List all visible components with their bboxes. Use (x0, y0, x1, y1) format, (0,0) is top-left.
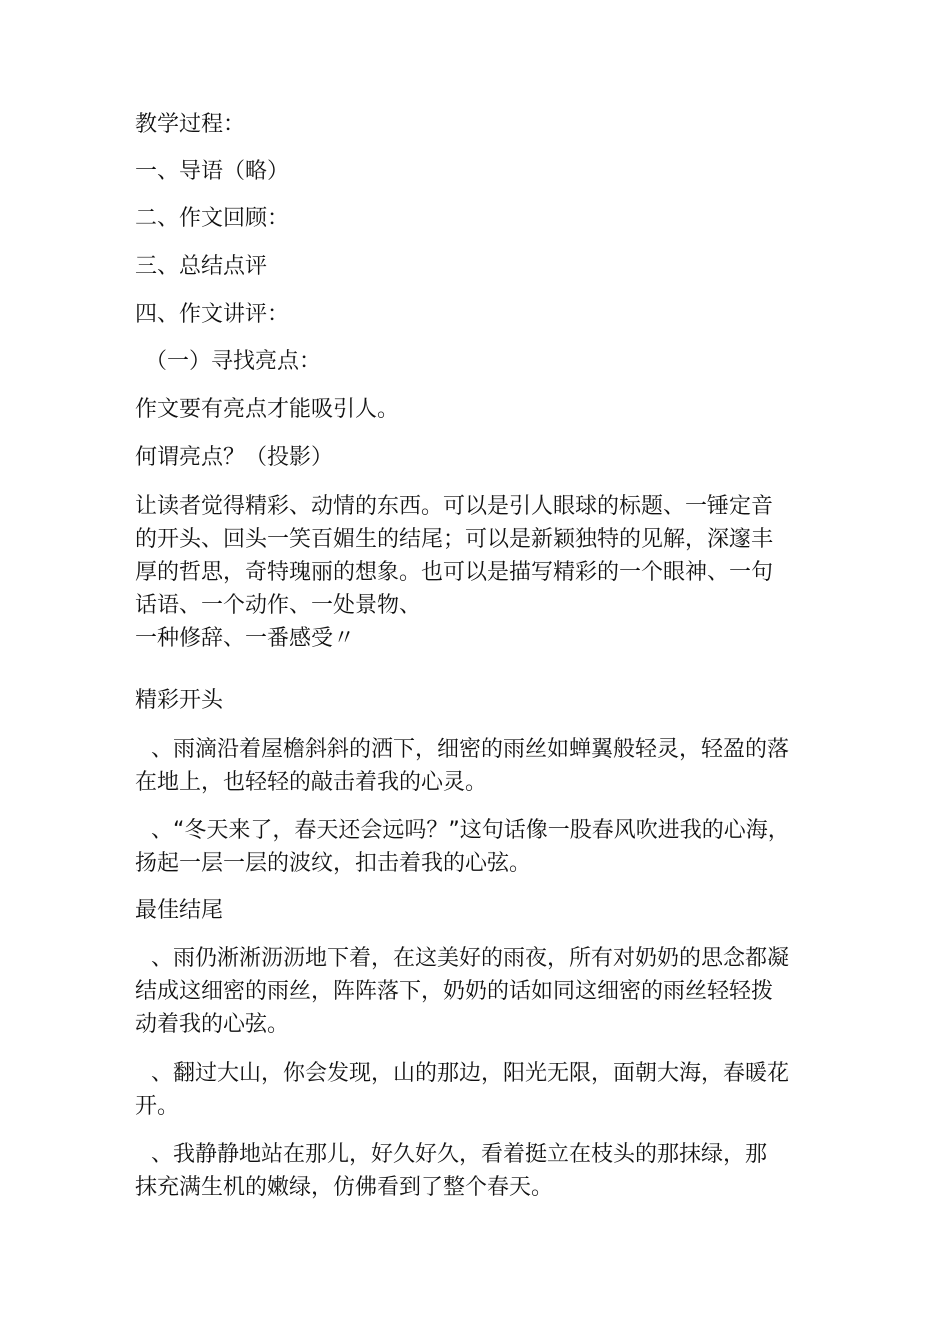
example-line: 结成这细密的雨丝，阵阵落下，奶奶的话如同这细密的雨丝轻轻拨 (135, 979, 774, 1004)
ending-example-1 (135, 942, 835, 1041)
intro-text: 作文要有亮点才能吸引人。 (135, 397, 400, 422)
example-line: 动着我的心弦。 (135, 1012, 290, 1037)
example-line: 扬起一层一层的波纹，扣击着我的心弦。 (135, 851, 532, 876)
definition-paragraph (135, 490, 835, 655)
definition-line: 厚的哲思，奇特瑰丽的想象。也可以是描写精彩的一个眼神、一句 (135, 560, 774, 585)
definition-line: 的开头、回头一笑百媚生的结尾；可以是新颖独特的见解，深邃丰 (135, 527, 774, 552)
example-line: 、雨滴沿着屋檐斜斜的洒下，细密的雨丝如蝉翼般轻灵，轻盈的落 (151, 737, 790, 762)
definition-line: 一种修辞、一番感受〃 (135, 626, 356, 651)
outline-item-1: 一、导语（略） (135, 159, 290, 184)
outline-item-2: 二、作文回顾： (135, 206, 290, 231)
ending-example-3 (135, 1138, 835, 1204)
example-line: 、雨仍淅淅沥沥地下着，在这美好的雨夜，所有对奶奶的思念都凝 (151, 946, 790, 971)
example-line: 开。 (135, 1094, 180, 1119)
ending-title: 最佳结尾 (135, 898, 224, 923)
outline-item-4: 四、作文讲评： (135, 302, 290, 327)
example-line: 、我静静地站在那儿，好久好久，看着挺立在枝头的那抹绿，那 (151, 1142, 768, 1167)
example-line: 抹充满生机的嫩绿，仿佛看到了整个春天。 (135, 1175, 554, 1200)
example-line: 在地上，也轻轻的敲击着我的心灵。 (135, 770, 488, 795)
outline-item-3: 三、总结点评 (135, 254, 268, 279)
question-text: 何谓亮点？（投影） (135, 445, 334, 470)
opening-example-2 (135, 814, 835, 880)
subsection-heading: （一）寻找亮点： (145, 349, 322, 374)
definition-line: 话语、一个动作、一处景物、 (135, 593, 422, 618)
ending-example-2 (135, 1057, 835, 1123)
opening-example-1 (135, 733, 835, 799)
definition-line: 让读者觉得精彩、动情的东西。可以是引人眼球的标题、一锤定音 (135, 494, 774, 519)
section-heading: 教学过程： (135, 112, 246, 137)
example-line: 、翻过大山，你会发现，山的那边，阳光无限，面朝大海，春暖花 (151, 1061, 790, 1086)
opening-title: 精彩开头 (135, 688, 224, 713)
example-line: 、“冬天来了，春天还会远吗？”这句话像一股春风吹进我的心海， (151, 818, 790, 843)
